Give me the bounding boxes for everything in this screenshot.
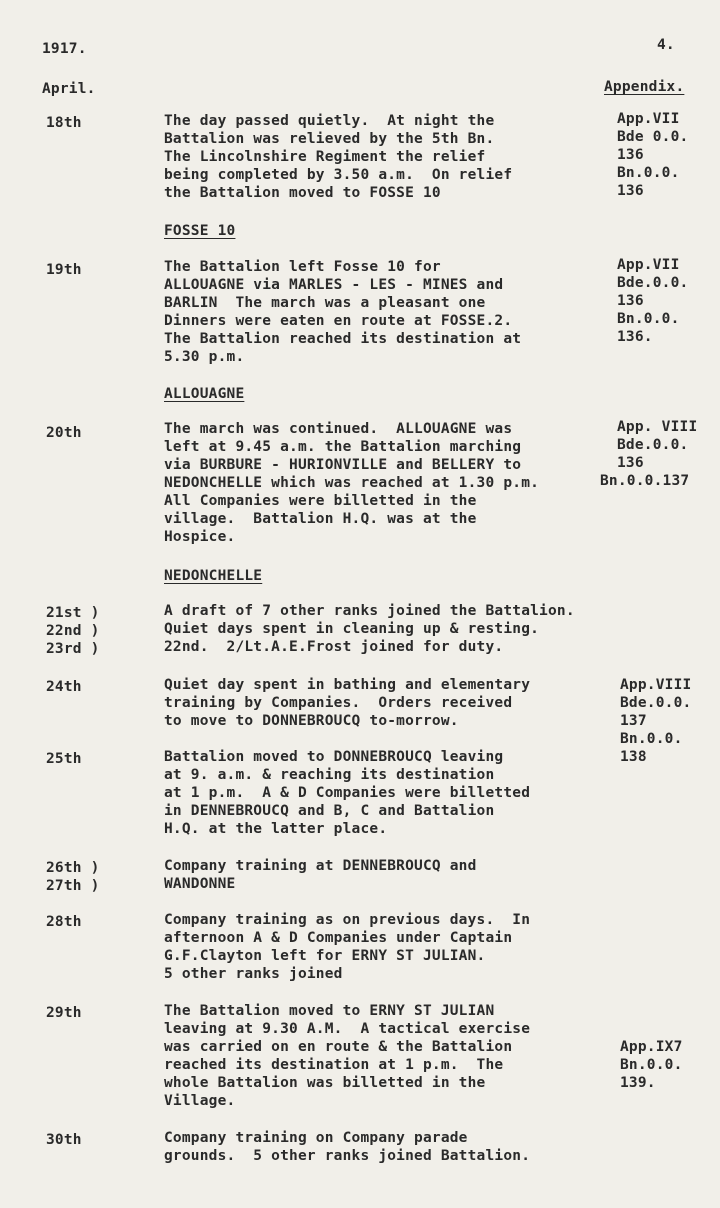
appendix-ref: Bde.0.0. [617,275,689,291]
entry-line: Battalion moved to DONNEBROUCQ leaving [164,749,504,765]
entry-line: 5 other ranks joined [164,966,343,982]
entry-date: 26th ) [46,860,100,876]
entry-date: 24th [46,679,82,695]
entry-date: 28th [46,914,82,930]
year: 1917. [42,41,87,57]
entry-date: 25th [46,751,82,767]
appendix-ref: Bn.0.0.137 [600,473,690,489]
entry-line: H.Q. at the latter place. [164,821,388,837]
entry-line: left at 9.45 a.m. the Battalion marching [164,439,522,455]
entry-line: village. Battalion H.Q. was at the [164,511,477,527]
appendix-ref: 136. [617,329,653,345]
entry-line: Company training at DENNEBROUCQ and [164,858,477,874]
page-number: 4. [657,37,675,53]
entry-line: Battalion was relieved by the 5th Bn. [164,131,495,147]
entry-line: Company training on Company parade [164,1130,468,1146]
entry-line: The day passed quietly. At night the [164,113,495,129]
appendix-ref: App.VII [617,111,680,127]
appendix-ref: 136 [617,455,644,471]
place-heading: NEDONCHELLE [164,568,263,584]
entry-line: to move to DONNEBROUCQ to-morrow. [164,713,459,729]
entry-line: 5.30 p.m. [164,349,245,365]
month: April. [42,81,96,97]
appendix-ref: Bn.0.0. [617,165,680,181]
entry-line: BARLIN The march was a pleasant one [164,295,486,311]
entry-line: ALLOUAGNE via MARLES - LES - MINES and [164,277,504,293]
entry-line: at 1 p.m. A & D Companies were billetted [164,785,531,801]
appendix-ref: Bn.0.0. [617,311,680,327]
entry-line: in DENNEBROUCQ and B, C and Battalion [164,803,495,819]
entry-line: The Battalion left Fosse 10 for [164,259,441,275]
entry-line: A draft of 7 other ranks joined the Battalion. [164,603,575,619]
appendix-ref: App.IX7 [620,1039,683,1055]
entry-line: Quiet days spent in cleaning up & resting. [164,621,540,637]
entry-line: 22nd. 2/Lt.A.E.Frost joined for duty. [164,639,504,655]
entry-line: The Lincolnshire Regiment the relief [164,149,486,165]
entry-line: training by Companies. Orders received [164,695,513,711]
entry-line: Hospice. [164,529,236,545]
entry-date: 19th [46,262,82,278]
entry-date: 18th [46,115,82,131]
entry-line: leaving at 9.30 A.M. A tactical exercise [164,1021,531,1037]
entry-line: reached its destination at 1 p.m. The [164,1057,504,1073]
place-heading: ALLOUAGNE [164,386,245,402]
entry-line: Company training as on previous days. In [164,912,531,928]
entry-date: 21st ) [46,605,100,621]
entry-date: 27th ) [46,878,100,894]
appendix-ref: Bde.0.0. [617,437,689,453]
entry-line: The march was continued. ALLOUAGNE was [164,421,513,437]
entry-date: 20th [46,425,82,441]
entry-line: grounds. 5 other ranks joined Battalion. [164,1148,531,1164]
entry-line: NEDONCHELLE which was reached at 1.30 p.m. [164,475,540,491]
entry-line: was carried on en route & the Battalion [164,1039,513,1055]
entry-date: 30th [46,1132,82,1148]
appendix-ref: Bde.0.0. [620,695,692,711]
appendix-ref: Bde 0.0. [617,129,689,145]
place-heading: FOSSE 10 [164,223,236,239]
entry-date: 22nd ) [46,623,100,639]
entry-line: whole Battalion was billetted in the [164,1075,486,1091]
appendix-ref: 138 [620,749,647,765]
appendix-ref: Bn.0.0. [620,1057,683,1073]
appendix-ref: 139. [620,1075,656,1091]
appendix-ref: App.VIII [620,677,692,693]
appendix-heading: Appendix. [604,79,685,95]
entry-date: 29th [46,1005,82,1021]
entry-line: The Battalion reached its destination at [164,331,522,347]
entry-line: via BURBURE - HURIONVILLE and BELLERY to [164,457,522,473]
appendix-ref: App. VIII [617,419,698,435]
appendix-ref: 137 [620,713,647,729]
entry-date: 23rd ) [46,641,100,657]
entry-line: The Battalion moved to ERNY ST JULIAN [164,1003,495,1019]
appendix-ref: Bn.0.0. [620,731,683,747]
entry-line: Dinners were eaten en route at FOSSE.2. [164,313,513,329]
entry-line: at 9. a.m. & reaching its destination [164,767,495,783]
entry-line: afternoon A & D Companies under Captain [164,930,513,946]
entry-line: Village. [164,1093,236,1109]
entry-line: WANDONNE [164,876,236,892]
entry-line: being completed by 3.50 a.m. On relief [164,167,513,183]
entry-line: G.F.Clayton left for ERNY ST JULIAN. [164,948,486,964]
appendix-ref: 136 [617,293,644,309]
appendix-ref: 136 [617,147,644,163]
appendix-ref: App.VII [617,257,680,273]
appendix-ref: 136 [617,183,644,199]
entry-line: All Companies were billetted in the [164,493,477,509]
entry-line: the Battalion moved to FOSSE 10 [164,185,441,201]
entry-line: Quiet day spent in bathing and elementary [164,677,531,693]
